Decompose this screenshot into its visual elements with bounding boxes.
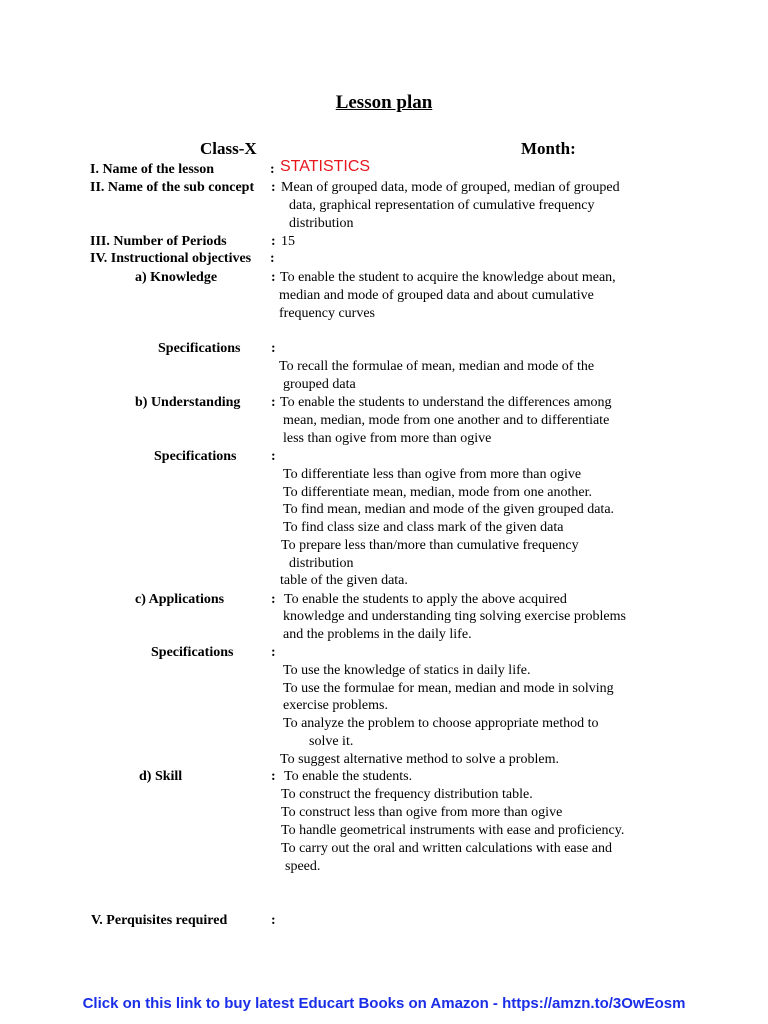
prerequisites-label: V. Perquisites required [91, 913, 228, 928]
understanding-line: less than ogive from more than ogive [283, 431, 492, 446]
applications-spec-line: To use the knowledge of statics in daily life. [283, 663, 531, 678]
applications-line: knowledge and understanding ting solving exercise problems [283, 609, 626, 624]
knowledge-spec-line: To recall the formulae of mean, median and mode of the [279, 359, 595, 374]
periods-value: 15 [281, 234, 295, 249]
knowledge-spec-line: grouped data [283, 377, 356, 392]
understanding-label: b) Understanding [135, 395, 241, 410]
knowledge-label: a) Knowledge [135, 270, 218, 285]
knowledge-line: To enable the student to acquire the knowledge about mean, [280, 270, 616, 285]
sub-concept-line: data, graphical representation of cumulative frequency [289, 198, 595, 213]
applications-spec-line: exercise problems. [283, 698, 388, 713]
lesson-name-value: STATISTICS [280, 158, 371, 175]
amazon-link[interactable]: Click on this link to buy latest Educart Books on Amazon - https://amzn.to/3OwEosm [82, 995, 686, 1012]
skill-line: To carry out the oral and written calculations with ease and [281, 841, 613, 856]
applications-spec-line: To suggest alternative method to solve a problem. [280, 752, 559, 767]
sub-concept-label: II. Name of the sub concept [90, 180, 255, 195]
understanding-spec-line: To find mean, median and mode of the given grouped data. [283, 502, 615, 517]
lesson-name-label: I. Name of the lesson [90, 162, 215, 177]
understanding-line: To enable the students to understand the differences among [280, 395, 612, 410]
understanding-spec-line: To prepare less than/more than cumulative frequency [281, 538, 579, 553]
understanding-spec-label: Specifications [154, 449, 237, 464]
class-label: Class-X [200, 139, 257, 158]
page-title: Lesson plan [335, 92, 433, 113]
objectives-label: IV. Instructional objectives [90, 251, 252, 266]
applications-line: To enable the students to apply the above acquired [284, 592, 567, 607]
skill-line: To enable the students. [284, 769, 413, 784]
knowledge-colon: : [271, 270, 276, 285]
skill-line: To construct the frequency distribution table. [281, 787, 533, 802]
understanding-spec-line: To find class size and class mark of the given data [283, 520, 564, 535]
applications-colon: : [271, 592, 276, 607]
sub-concept-line: distribution [289, 216, 354, 231]
periods-colon: : [271, 234, 276, 249]
knowledge-spec-label: Specifications [158, 341, 241, 356]
month-label: Month: [521, 139, 576, 158]
lesson-name-colon: : [270, 162, 275, 177]
understanding-spec-line: To differentiate mean, median, mode from one another. [283, 485, 592, 500]
applications-spec-label: Specifications [151, 645, 234, 660]
applications-spec-line: solve it. [309, 734, 354, 749]
knowledge-line: median and mode of grouped data and about cumulative [279, 288, 594, 303]
applications-spec-line: To analyze the problem to choose appropriate method to [283, 716, 599, 731]
understanding-spec-colon: : [271, 449, 276, 464]
knowledge-spec-colon: : [271, 341, 276, 356]
skill-line: speed. [285, 859, 321, 874]
applications-line: and the problems in the daily life. [283, 627, 472, 642]
understanding-spec-line: To differentiate less than ogive from more than ogive [283, 467, 582, 482]
applications-spec-colon: : [271, 645, 276, 660]
understanding-spec-line: distribution [289, 556, 354, 571]
skill-colon: : [271, 769, 276, 784]
sub-concept-line: Mean of grouped data, mode of grouped, median of grouped [281, 180, 620, 195]
applications-label: c) Applications [135, 592, 225, 607]
objectives-colon: : [270, 251, 275, 266]
skill-line: To construct less than ogive from more than ogive [281, 805, 563, 820]
understanding-colon: : [271, 395, 276, 410]
understanding-line: mean, median, mode from one another and to differentiate [283, 413, 610, 428]
footer-banner [0, 995, 768, 1012]
applications-spec-line: To use the formulae for mean, median and mode in solving [283, 681, 614, 696]
periods-label: III. Number of Periods [90, 234, 227, 249]
sub-concept-colon: : [271, 180, 276, 195]
understanding-spec-line: table of the given data. [280, 573, 408, 588]
knowledge-line: frequency curves [279, 306, 376, 321]
skill-line: To handle geometrical instruments with ease and proficiency. [281, 823, 625, 838]
prerequisites-colon: : [271, 913, 276, 928]
skill-label: d) Skill [139, 769, 183, 784]
